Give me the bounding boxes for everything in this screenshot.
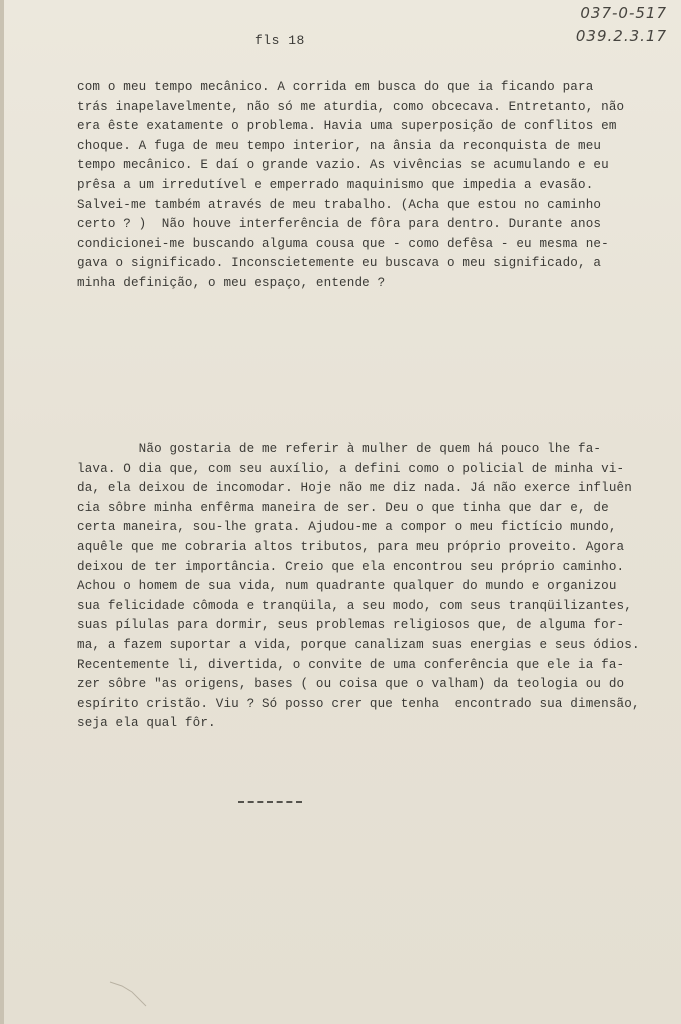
text-line: prêsa a um irredutível e emperrado maquinismo que impedia a evasão.: [77, 177, 594, 192]
text-line: lava. O dia que, com seu auxílio, a defini como o policial de minha vi-: [77, 461, 625, 476]
text-line: Recentemente li, divertida, o convite de uma conferência que ele ia fa-: [77, 657, 625, 672]
text-line: certa maneira, sou-lhe grata. Ajudou-me a compor o meu fictício mundo,: [77, 520, 617, 535]
text-line: sua felicidade cômoda e tranqüila, a seu modo, com seus tranqüilizantes,: [77, 598, 632, 613]
text-line: ma, a fazem suportar a vida, porque canalizam suas energias e seus ódios.: [77, 637, 640, 652]
paragraph-1: [77, 78, 657, 294]
text-line: trás inapelavelmente, não só me aturdia, como obcecava. Entretanto, não: [77, 99, 625, 114]
text-line: suas pílulas para dormir, seus problemas religiosos que, de alguma for-: [77, 618, 625, 633]
text-line: condicionei-me buscando alguma cousa que - como defêsa - eu mesma ne-: [77, 236, 609, 251]
text-line: deixou de ter importância. Creio que ela encontrou seu próprio caminho.: [77, 559, 625, 574]
paragraph-2: [77, 440, 657, 734]
text-line: tempo mecânico. E daí o grande vazio. As vivências se acumulando e eu: [77, 158, 609, 173]
text-line: espírito cristão. Viu ? Só posso crer que tenha encontrado sua dimensão,: [77, 696, 640, 711]
text-line: seja ela qual fôr.: [77, 716, 216, 731]
text-line: da, ela deixou de incomodar. Hoje não me diz nada. Já não exerce influên: [77, 481, 632, 496]
end-rule: [238, 801, 302, 803]
text-line: aquêle que me cobraria altos tributos, para meu próprio proveito. Agora: [77, 539, 625, 554]
text-line: Não gostaria de me referir à mulher de quem há pouco lhe fa-: [77, 442, 602, 456]
text-line: cia sôbre minha enfêrma maneira de ser. Deu o que tinha que dar e, de: [77, 500, 609, 515]
text-line: choque. A fuga de meu tempo interior, na ânsia da reconquista de meu: [77, 138, 602, 153]
text-line: era êste exatamente o problema. Havia uma superposição de conflitos em: [77, 119, 617, 134]
text-line: com o meu tempo mecânico. A corrida em busca do que ia ficando para: [77, 80, 594, 94]
text-line: gava o significado. Inconscietemente eu buscava o meu significado, a: [77, 256, 602, 271]
page-edge-shadow: [0, 0, 4, 1024]
reference-code-1: 037-0-517: [580, 4, 667, 22]
text-line: Achou o homem de sua vida, num quadrante qualquer do mundo e organizou: [77, 579, 617, 594]
text-line: minha definição, o meu espaço, entende ?: [77, 275, 386, 290]
text-line: zer sôbre "as origens, bases ( ou coisa que o valham) da teologia ou do: [77, 677, 625, 692]
reference-code-2: 039.2.3.17: [575, 27, 667, 45]
page-label: fls 18: [255, 33, 305, 48]
text-line: Salvei-me também através de meu trabalho. (Acha que estou no caminho: [77, 197, 602, 212]
text-line: certo ? ) Não houve interferência de fôra para dentro. Durante anos: [77, 217, 602, 232]
paper-crease-mark: [108, 978, 148, 1008]
